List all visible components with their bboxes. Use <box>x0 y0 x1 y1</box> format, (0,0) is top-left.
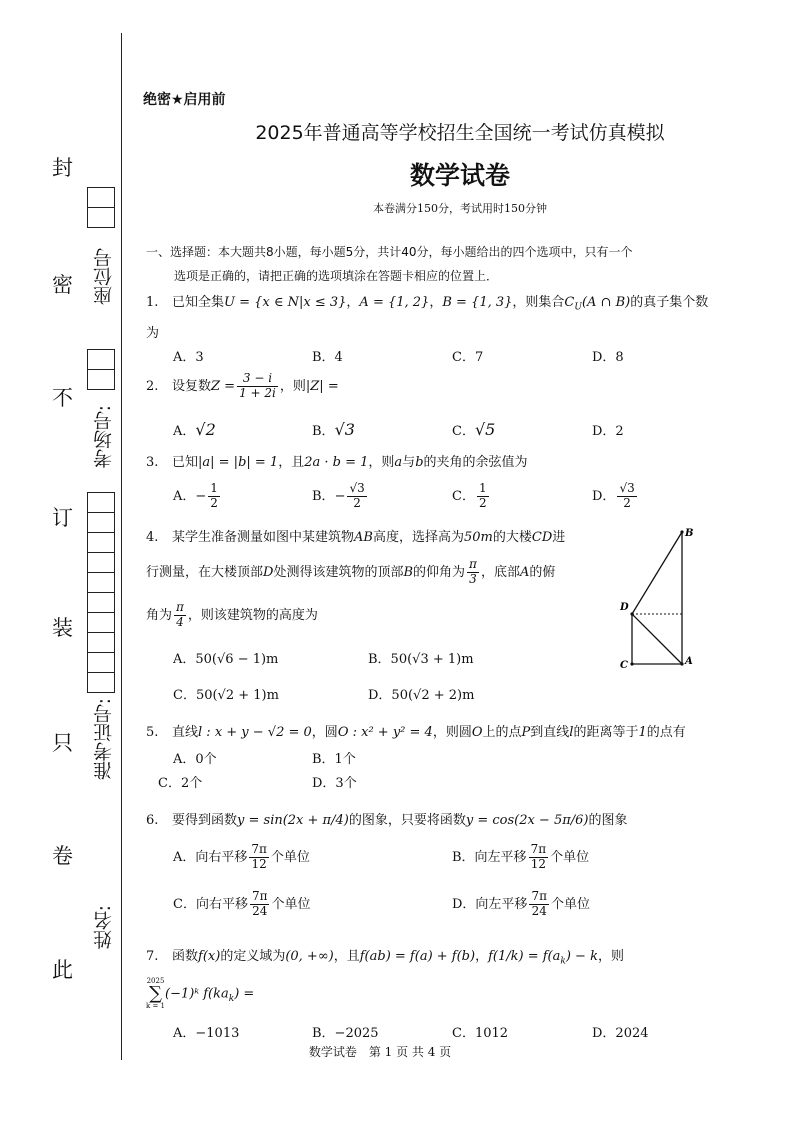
numerator: √3 <box>349 481 365 495</box>
fraction <box>174 601 186 630</box>
text: 角为 <box>146 607 173 623</box>
question-2 <box>146 372 339 401</box>
option-label: C． <box>452 424 475 439</box>
question-1 <box>146 291 708 313</box>
math-sub: k <box>228 994 235 1005</box>
seal-char: 此 <box>52 958 73 982</box>
section-line-2: 选项是正确的，请把正确的选项填涂在答题卡相应的位置上． <box>174 269 499 283</box>
text: 的距离等于 <box>573 725 639 740</box>
option-c[interactable]: C．7 <box>452 350 484 365</box>
sum-upper: 2025 <box>146 977 165 985</box>
text: ，则 <box>597 949 624 964</box>
text: ， <box>475 949 489 964</box>
fraction <box>250 890 270 919</box>
sightline-db <box>632 532 682 614</box>
point-b <box>680 530 683 533</box>
text: ，则 <box>368 455 395 470</box>
fraction <box>208 482 220 511</box>
fraction <box>477 482 489 511</box>
option-d[interactable] <box>452 890 590 919</box>
math: B <box>403 564 414 580</box>
math: A = {1, 2} <box>359 295 430 310</box>
math: l : x + y − √2 = 0 <box>198 725 312 740</box>
fraction <box>529 890 549 919</box>
question-number: 1. <box>146 295 159 310</box>
numerator: 3 − i <box>237 372 278 387</box>
exam-id-boxes[interactable] <box>87 492 115 693</box>
text: ， <box>346 295 360 310</box>
denominator: 24 <box>531 903 547 918</box>
text: 的俯 <box>529 564 556 580</box>
seal-char: 封 <box>52 156 73 180</box>
option-value: √3 <box>334 420 355 439</box>
option-suffix: 个单位 <box>550 896 590 912</box>
option-a[interactable] <box>173 843 310 872</box>
numerator: 1 <box>210 481 218 495</box>
point-a <box>680 662 683 665</box>
math-sub: U <box>574 302 582 313</box>
text: 进 <box>552 530 566 545</box>
question-4-line-3 <box>146 601 318 630</box>
question-6 <box>146 809 628 828</box>
option-d[interactable]: D．8 <box>592 350 624 365</box>
option-c[interactable] <box>173 890 311 919</box>
question-1-cont: 为 <box>146 326 160 341</box>
label-d: D <box>620 602 629 613</box>
option-a[interactable] <box>173 420 216 439</box>
fraction <box>467 558 479 587</box>
math: (−1)ᵏ f(ka <box>165 986 229 1002</box>
point-d <box>630 612 633 615</box>
fraction <box>249 843 269 872</box>
option-b[interactable] <box>312 482 369 511</box>
math: D <box>263 564 274 580</box>
text: 某学生准备测量如图中某建筑物 <box>172 530 355 545</box>
text: 的仰角为 <box>413 564 466 580</box>
math: C <box>564 295 575 310</box>
option-label: C． <box>452 488 475 504</box>
math: y = sin(2x + π/4) <box>237 813 349 828</box>
denominator: 12 <box>530 856 546 871</box>
numerator: π <box>176 600 184 614</box>
text: 函数 <box>172 949 199 964</box>
question-7-sum <box>146 978 254 1010</box>
seat-number-boxes[interactable] <box>87 187 115 228</box>
seal-char: 不 <box>52 386 73 410</box>
option-value: √5 <box>474 420 496 439</box>
option-label: B．向左平移 <box>452 849 527 865</box>
question-number: 4. <box>146 530 159 545</box>
option-label: A． <box>173 488 196 504</box>
summation: 2025 ∑ k = 1 <box>146 977 166 1010</box>
math: ) − k <box>565 949 598 964</box>
numerator: √3 <box>619 481 635 495</box>
numerator: 7π <box>251 889 268 903</box>
text: 行测量，在大楼顶部 <box>146 564 264 580</box>
denominator: 2 <box>478 495 487 510</box>
text: ，且 <box>278 455 305 470</box>
option-b[interactable] <box>312 420 355 439</box>
math-sub: k <box>560 956 566 967</box>
option-a[interactable]: A．3 <box>173 350 204 365</box>
text: 要得到函数 <box>172 813 238 828</box>
question-7 <box>146 945 624 967</box>
option-label: B． <box>312 488 335 504</box>
fraction <box>529 843 549 872</box>
numerator: 7π <box>530 842 547 856</box>
denominator: 1 + 2i <box>239 385 276 400</box>
text: 的点有 <box>646 725 686 740</box>
binding-line <box>121 33 122 1060</box>
label-b: B <box>685 528 694 539</box>
option-b[interactable]: B．1个 <box>312 752 356 767</box>
exam-room-boxes[interactable] <box>87 349 115 390</box>
denominator: 2 <box>353 495 361 510</box>
option-suffix: 个单位 <box>550 849 590 865</box>
option-d[interactable]: D．2 <box>592 424 624 439</box>
exam-title: 2025年普通高等学校招生全国统一考试仿真模拟 <box>255 122 665 144</box>
text: 的大楼 <box>492 530 532 545</box>
text: 的夹角的余弦值为 <box>423 455 528 470</box>
option-a[interactable] <box>173 482 222 511</box>
option-value: √2 <box>195 420 216 439</box>
text: ，则圆 <box>432 725 472 740</box>
denominator: 24 <box>252 903 268 918</box>
math: (0, +∞) <box>285 949 334 964</box>
question-number: 3. <box>146 455 159 470</box>
text: 处测得该建筑物的顶部 <box>273 564 404 580</box>
math: b <box>415 455 424 470</box>
question-4-line-2 <box>146 558 555 587</box>
sum-lower: k = 1 <box>146 1002 166 1010</box>
seal-char: 装 <box>52 616 73 640</box>
option-b[interactable]: B．−2025 <box>312 1026 379 1041</box>
numerator: 7π <box>251 842 267 856</box>
text: ，则集合 <box>512 295 565 310</box>
text: 的真子集个数 <box>630 295 709 310</box>
option-label: B． <box>312 424 335 439</box>
question-4-line-1 <box>146 526 565 545</box>
math: U = {x ∈ N|x ≤ 3} <box>224 295 347 310</box>
section-line-1: 一、选择题：本大题共8小题，每小题5分，共计40分，每小题给出的四个选项中，只有一个 <box>146 245 633 259</box>
seal-char: 只 <box>52 731 73 755</box>
exam-room-label: 考场号: <box>93 405 115 469</box>
math: 1 <box>638 725 647 740</box>
option-label: A． <box>173 424 196 439</box>
numerator: 7π <box>531 889 547 903</box>
seal-char: 卷 <box>52 844 73 868</box>
seal-char: 密 <box>52 273 73 297</box>
math: ) = <box>234 986 255 1002</box>
fraction <box>347 482 366 511</box>
text: 设复数 <box>172 378 212 394</box>
text: 已知 <box>172 455 199 470</box>
label-c: C <box>620 660 628 671</box>
option-label: D． <box>592 488 616 504</box>
math: 50m <box>463 530 493 545</box>
math: y = cos(2x − 5π/6) <box>465 813 589 828</box>
text: ， <box>429 295 443 310</box>
question-number: 2. <box>146 378 159 394</box>
building-figure <box>612 522 702 672</box>
math: AB <box>354 530 373 545</box>
text: ，底部 <box>480 564 520 580</box>
text: 已知全集 <box>172 295 225 310</box>
option-label: A．向右平移 <box>173 849 248 865</box>
text: ，圆 <box>311 725 338 740</box>
option-suffix: 个单位 <box>270 849 310 865</box>
label-a: A <box>685 656 693 667</box>
math: f(x) <box>198 949 221 964</box>
option-b[interactable] <box>452 843 589 872</box>
text: 的定义域为 <box>220 949 286 964</box>
math: |a| = |b| = 1 <box>198 455 279 470</box>
text: 的图象 <box>588 813 628 828</box>
option-a[interactable]: A．0个 <box>173 752 217 767</box>
subject-title: 数学试卷 <box>409 161 510 190</box>
text: 与 <box>402 455 416 470</box>
question-number: 7. <box>146 949 159 964</box>
option-label: C．向右平移 <box>173 896 248 912</box>
denominator: 2 <box>210 495 218 510</box>
denominator: 3 <box>469 571 477 586</box>
seal-char: 订 <box>52 506 73 530</box>
question-number: 6. <box>146 813 159 828</box>
option-d[interactable]: D．3个 <box>312 776 357 791</box>
question-3 <box>146 451 528 470</box>
math: 2a · b = 1 <box>304 455 369 470</box>
sightline-da <box>632 614 682 664</box>
option-b[interactable]: B．50(√3 + 1)m <box>368 652 474 667</box>
option-c[interactable]: C．50(√2 + 1)m <box>173 688 279 703</box>
text: 的图象，只要将函数 <box>348 813 466 828</box>
option-suffix: 个单位 <box>271 896 311 912</box>
option-a[interactable]: A．−1013 <box>173 1026 240 1041</box>
fraction <box>617 482 636 511</box>
sign: − <box>195 488 207 504</box>
math: O : x² + y² = 4 <box>337 725 433 740</box>
fraction <box>237 372 278 401</box>
text: 高度，选择高为 <box>372 530 464 545</box>
option-c[interactable] <box>452 420 495 439</box>
option-d[interactable]: D．50(√2 + 2)m <box>368 688 475 703</box>
math: Z = <box>211 378 236 394</box>
math: B = {1, 3} <box>442 295 513 310</box>
math: CD <box>531 530 553 545</box>
page-footer: 数学试卷 第 1 页 共 4 页 <box>308 1045 452 1059</box>
math: (A ∩ B) <box>581 295 631 310</box>
exam-id-label: 准考证号: <box>93 698 115 781</box>
exam-note: 本卷满分150分，考试用时150分钟 <box>373 202 547 215</box>
option-b[interactable]: B．4 <box>312 350 343 365</box>
option-c[interactable]: C．2个 <box>158 776 203 791</box>
question-5 <box>146 721 686 740</box>
section-instructions <box>146 240 731 288</box>
option-c[interactable]: C．1012 <box>452 1026 509 1041</box>
option-d[interactable] <box>592 482 639 511</box>
math: a <box>394 455 403 470</box>
numerator: π <box>469 557 477 571</box>
sign: − <box>334 488 346 504</box>
option-c[interactable] <box>452 482 491 511</box>
option-label: D．向左平移 <box>452 896 528 912</box>
math: A <box>519 564 530 580</box>
math: O <box>471 725 483 740</box>
point-c <box>630 662 633 665</box>
seat-number-label: 座位号 <box>93 248 115 305</box>
denominator: 2 <box>623 495 631 510</box>
math: f(ab) = f(a) + f(b) <box>359 949 476 964</box>
name-label: 姓名: <box>93 905 115 950</box>
confidential-mark: 绝密★启用前 <box>143 92 226 108</box>
text: ，则该建筑物的高度为 <box>187 607 318 623</box>
numerator: 1 <box>478 481 487 495</box>
text: 上的点 <box>482 725 522 740</box>
text: ，则 <box>279 378 306 394</box>
math: P <box>521 725 531 740</box>
text: 直线 <box>172 725 199 740</box>
text: 到直线 <box>530 725 570 740</box>
option-a[interactable]: A．50(√6 − 1)m <box>173 652 279 667</box>
denominator: 4 <box>176 614 184 629</box>
denominator: 12 <box>251 856 267 871</box>
option-d[interactable]: D．2024 <box>592 1026 649 1041</box>
text: ，且 <box>333 949 360 964</box>
math: |Z| = <box>305 378 339 394</box>
math: f(1/k) = f(a <box>488 949 561 964</box>
math: l <box>569 725 574 740</box>
question-number: 5. <box>146 725 159 740</box>
